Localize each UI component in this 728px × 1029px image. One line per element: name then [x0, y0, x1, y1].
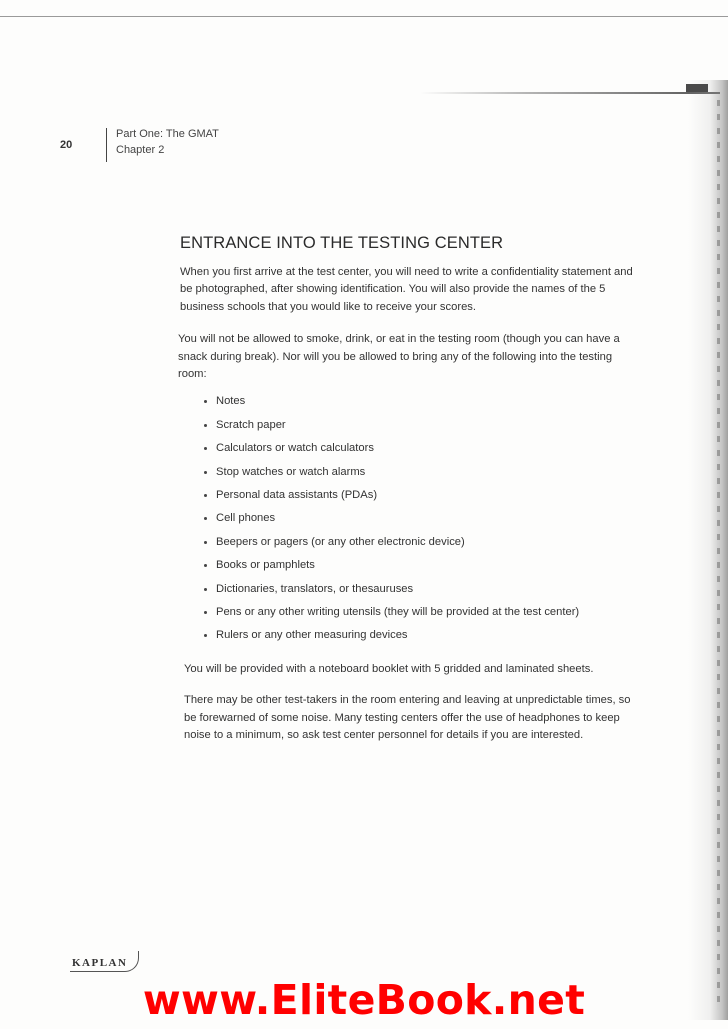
list-item — [180, 581, 640, 604]
header-chapter-label: Chapter 2 — [116, 144, 165, 156]
scan-page-edge — [688, 80, 728, 1020]
scan-smudge — [420, 92, 720, 94]
list-item — [180, 487, 640, 510]
bullet-icon — [204, 634, 207, 637]
header-divider — [106, 128, 107, 162]
paragraph-noise: There may be other test-takers in the room entering and leaving at unpredictable times, so be forewarned of some noise. Many testing centers offer the use of headphones to keep noise to a minimum, so ask test center personnel for details if you are interested. — [184, 694, 631, 741]
bullet-icon — [204, 611, 207, 614]
section-title: ENTRANCE INTO THE TESTING CENTER — [180, 234, 504, 252]
list-item-text: Scratch paper — [216, 418, 286, 431]
page-content — [180, 234, 640, 744]
scan-border-line — [0, 16, 728, 17]
bullet-icon — [204, 447, 207, 450]
bullet-icon — [204, 494, 207, 497]
kaplan-logo: KAPLAN — [72, 957, 128, 969]
scan-edge-mark — [686, 84, 708, 92]
list-item-text: Pens or any other writing utensils (they will be provided at the test center) — [216, 605, 580, 618]
list-item — [180, 417, 640, 440]
list-item — [180, 604, 640, 627]
list-item-text: Rulers or any other measuring devices — [216, 629, 408, 642]
list-item — [180, 440, 640, 463]
list-item-text: Beepers or pagers (or any other electronic device) — [216, 535, 465, 548]
list-item — [180, 464, 640, 487]
bullet-icon — [204, 517, 207, 520]
bullet-icon — [204, 541, 207, 544]
list-item-text: Notes — [216, 395, 246, 408]
list-item — [180, 534, 640, 557]
paragraph-noteboard: You will be provided with a noteboard booklet with 5 gridded and laminated sheets. — [184, 662, 594, 675]
running-header — [60, 128, 360, 168]
scan-edge-streak — [717, 100, 720, 1010]
list-item-text: Cell phones — [216, 512, 276, 525]
bullet-icon — [204, 564, 207, 567]
list-item-text: Dictionaries, translators, or thesauruses — [216, 582, 414, 595]
paragraph-restrictions: You will not be allowed to smoke, drink, or eat in the testing room (though you can have a snack during break). Nor will you be allowed to bring any of the following into the testing room: — [178, 333, 620, 381]
list-item-text: Stop watches or watch alarms — [216, 465, 366, 478]
header-part-label: Part One: The GMAT — [116, 128, 219, 140]
bullet-icon — [204, 588, 207, 591]
bullet-icon — [204, 424, 207, 427]
list-item-text: Calculators or watch calculators — [216, 442, 374, 455]
paragraph-arrival: When you first arrive at the test center, you will need to write a confidentiality statement and be photographed, after showing identification. You will also provide the names of the 5 business schools that you would like to receive your scores. — [180, 266, 633, 313]
list-item-text: Books or pamphlets — [216, 559, 315, 572]
prohibited-items-list — [180, 393, 640, 650]
bullet-icon — [204, 471, 207, 474]
list-item — [180, 510, 640, 533]
list-item-text: Personal data assistants (PDAs) — [216, 489, 378, 501]
list-item — [180, 393, 640, 416]
list-item — [180, 627, 640, 650]
page-number: 20 — [60, 139, 73, 151]
watermark-link[interactable]: www.EliteBook.net — [142, 976, 586, 1024]
list-item — [180, 557, 640, 580]
bullet-icon — [204, 400, 207, 403]
